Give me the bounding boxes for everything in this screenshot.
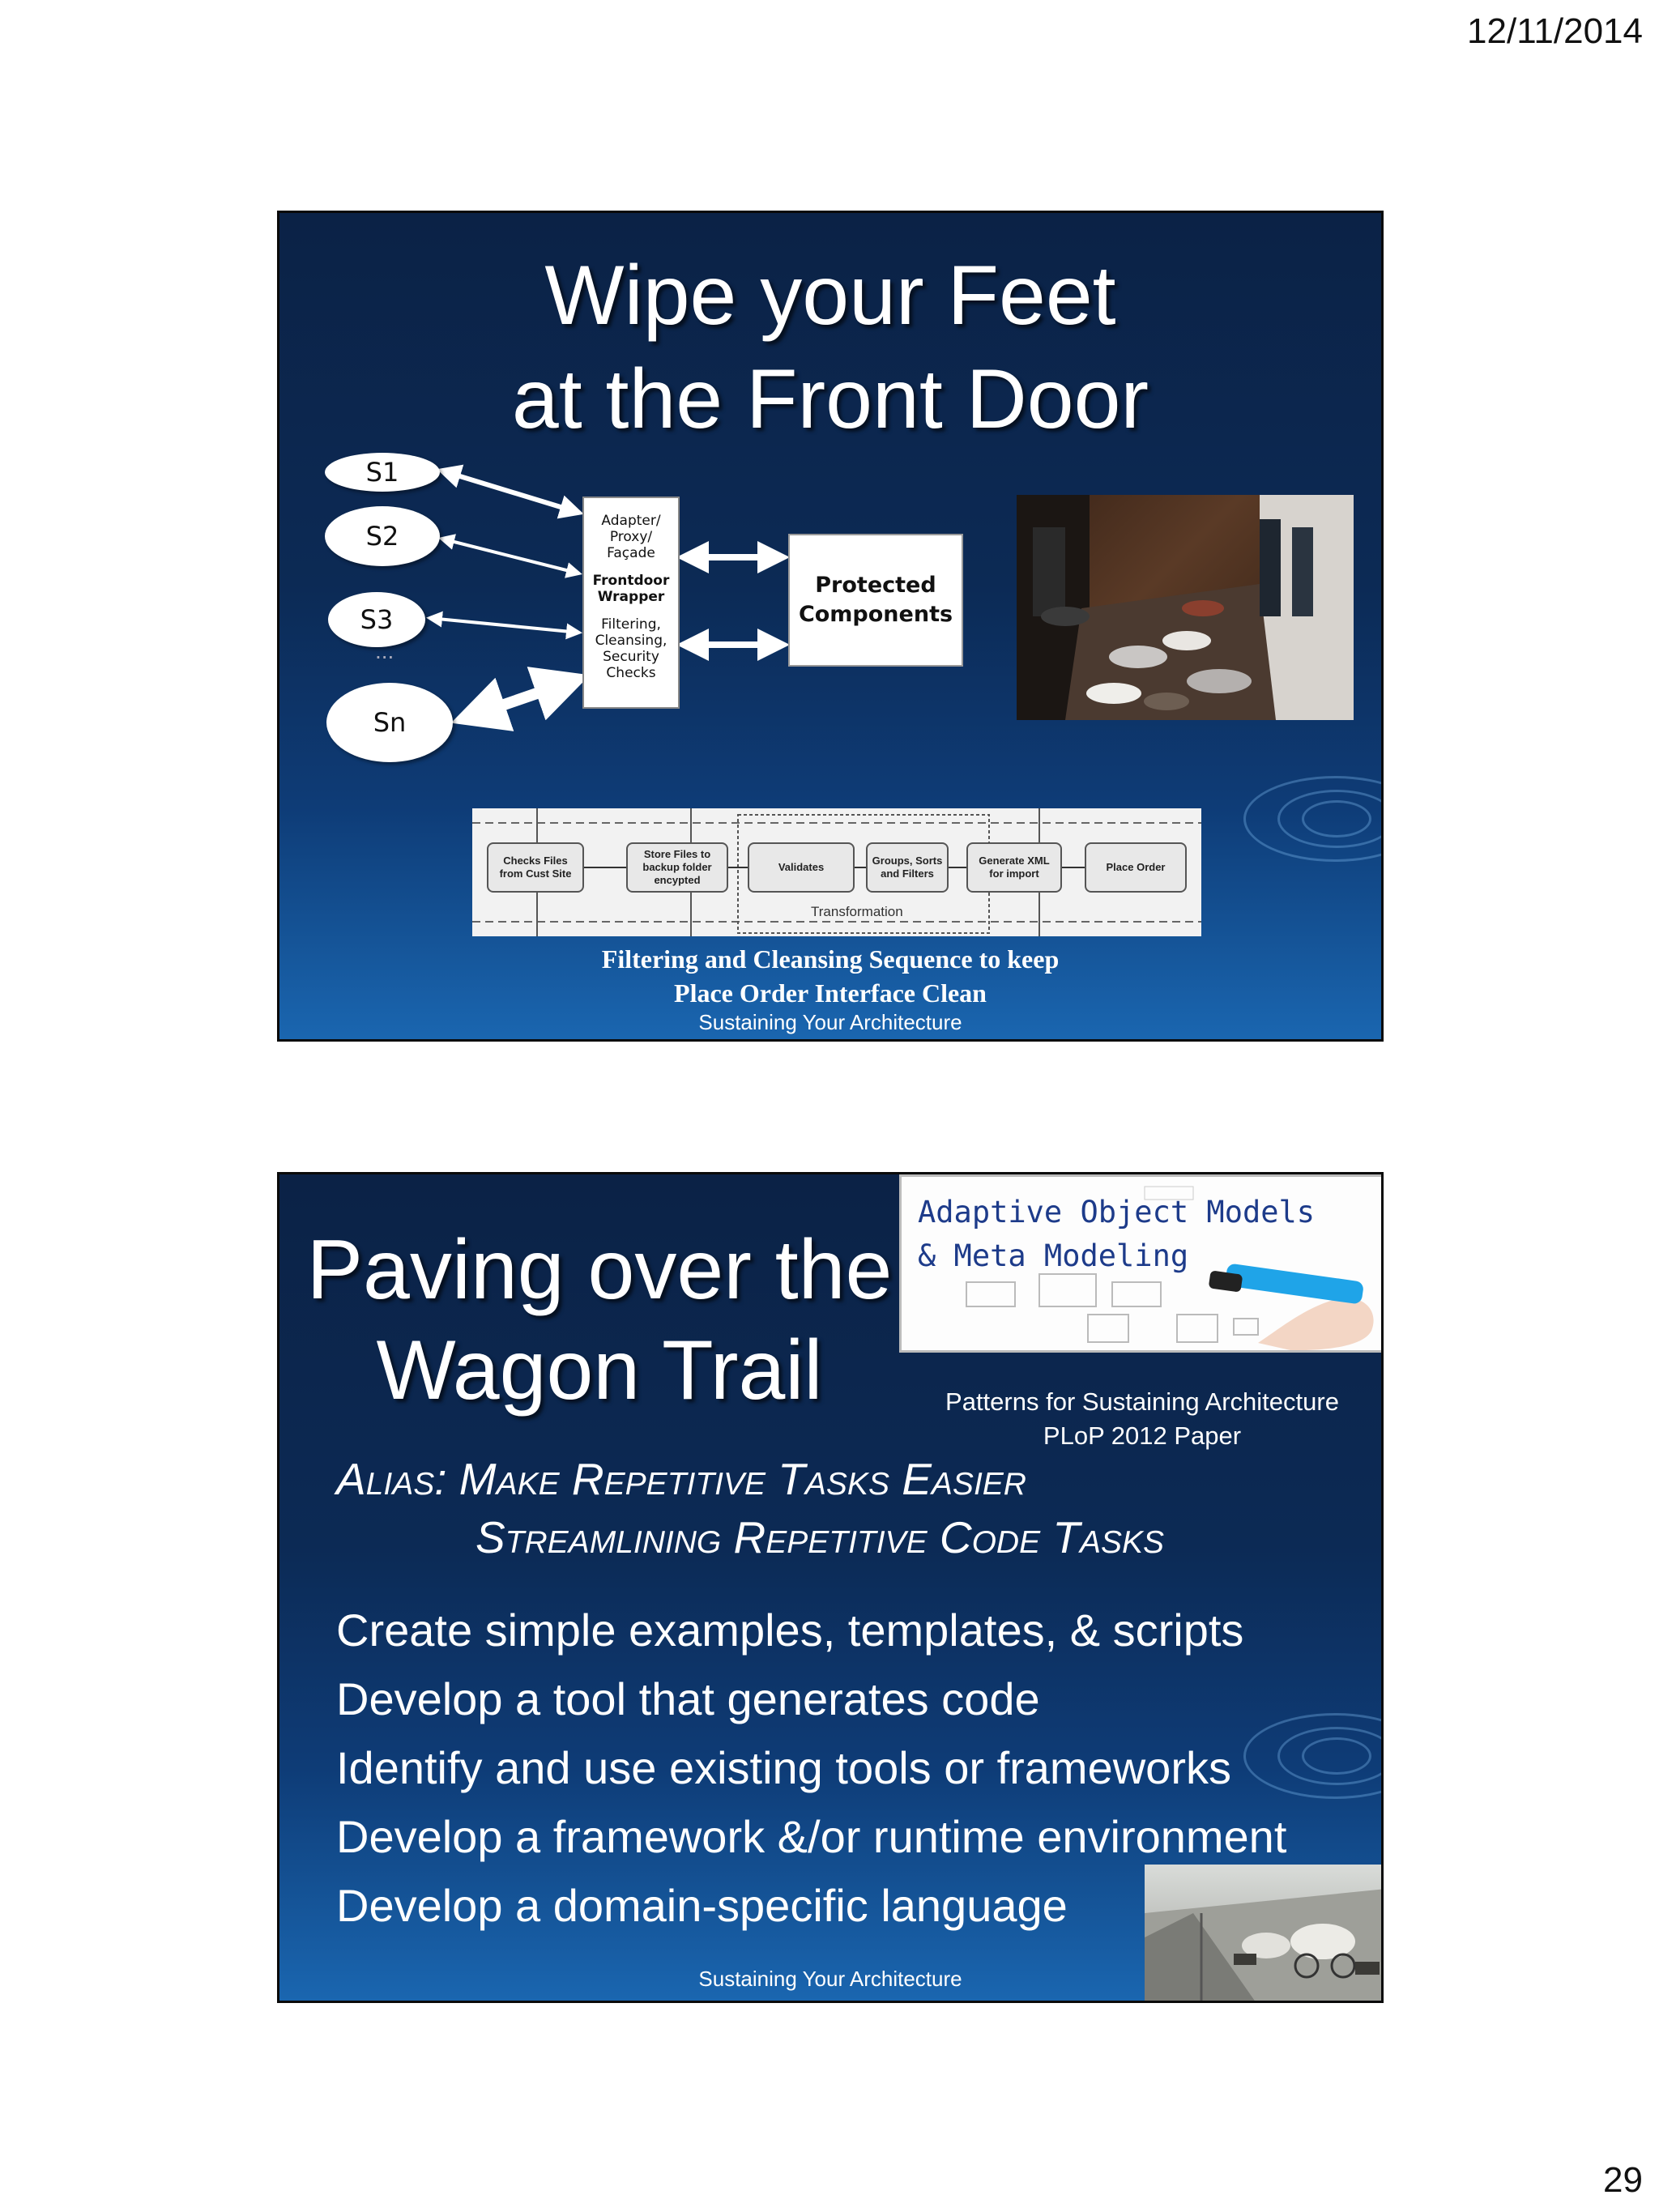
wrapper-text: Cleansing, [595,633,667,649]
flow-step-text: Place Order [1106,861,1166,873]
patterns-note-line: PLoP 2012 Paper [1043,1421,1242,1450]
alias-text [336,1450,1164,1566]
flow-step-text: Store Files to [643,848,711,860]
slide-title-line: Paving over the [306,1223,893,1317]
page-date: 12/11/2014 [1467,11,1643,51]
flow-step-store-files [626,842,728,893]
flow-step-check-files [487,842,584,893]
node-s2: S2 [325,506,440,566]
s2-arrow [441,539,579,573]
flow-step-text: backup folder [642,861,712,873]
slide-footer: Sustaining Your Architecture [698,1010,962,1034]
slide-footer: Sustaining Your Architecture [698,1967,962,1991]
slide-title [304,1220,895,1421]
alias-line: Streamlining Repetitive Code Tasks [476,1512,1165,1562]
slide-title-line: at the Front Door [511,352,1149,446]
slide-wipe-your-feet [277,211,1384,1042]
shoes-photo-drawing [1017,495,1354,720]
flow-step-text: Generate XML [979,855,1050,867]
protected-components-box [788,534,963,667]
slide-title-line: Wagon Trail [376,1323,823,1417]
alias-line: Alias: Make Repetitive Tasks Easier [336,1454,1026,1504]
wrapper-text: Façade [607,545,655,561]
node-s3: S3 [328,592,425,647]
node-ellipsis: ... [375,638,394,663]
wrapper-text: Adapter/ [601,513,661,529]
flow-caption [279,942,1381,1010]
patterns-note-line: Patterns for Sustaining Architecture [945,1387,1339,1416]
wrapper-bold-text: Frontdoor [592,573,670,589]
frontdoor-wrapper-box [582,497,680,709]
slide-paving-wagon-trail [277,1172,1384,2003]
protected-text: Protected [815,573,936,598]
aom-title-line: Adaptive Object Models [918,1195,1316,1230]
flow-step-text: Checks Files [503,855,568,867]
protected-text: Components [798,602,953,627]
caption-line: Filtering and Cleansing Sequence to keep [601,944,1060,974]
aom-title-line: & Meta Modeling [918,1238,1189,1273]
wrapper-text: Filtering, [601,616,661,633]
flow-step-text: for import [989,867,1039,880]
wrapper-text: Security [603,649,659,665]
patterns-note [903,1385,1381,1453]
flow-step-groups-sorts [866,842,949,893]
slide-title-line: Wipe your Feet [544,249,1116,343]
flow-step-place-order [1085,842,1187,893]
flow-step-text: Validates [778,861,825,873]
bullet-item: Develop a tool that generates code [336,1673,1040,1724]
transformation-label: Transformation [811,904,903,919]
process-flow-diagram [472,808,1201,936]
flow-step-validates [748,842,855,893]
flow-step-generate-xml [966,842,1062,893]
flow-step-text: and Filters [881,867,934,880]
s1-arrow [441,471,579,513]
bullet-item: Develop a framework &/or runtime environment [336,1811,1287,1862]
flow-step-text: encypted [654,874,701,886]
wrapper-text: Proxy/ [609,529,653,545]
bullet-item: Develop a domain-specific language [336,1880,1068,1931]
caption-line: Place Order Interface Clean [674,978,987,1008]
page-number: 29 [1603,2160,1643,2200]
node-sn: Sn [326,683,453,762]
sn-arrow [462,679,579,719]
wrapper-bold-text: Wrapper [597,589,665,605]
bullet-item: Create simple examples, templates, & scripts [336,1605,1244,1656]
adaptive-object-models-image [899,1174,1384,1353]
shoes-at-door-photo [1017,495,1354,720]
wrapper-text: Checks [606,665,656,681]
flow-step-text: from Cust Site [499,867,572,880]
bullet-item: Identify and use existing tools or frameworks [336,1742,1231,1793]
node-s1: S1 [325,453,440,492]
s3-arrow [429,618,579,633]
flow-step-text: Groups, Sorts [872,855,943,867]
